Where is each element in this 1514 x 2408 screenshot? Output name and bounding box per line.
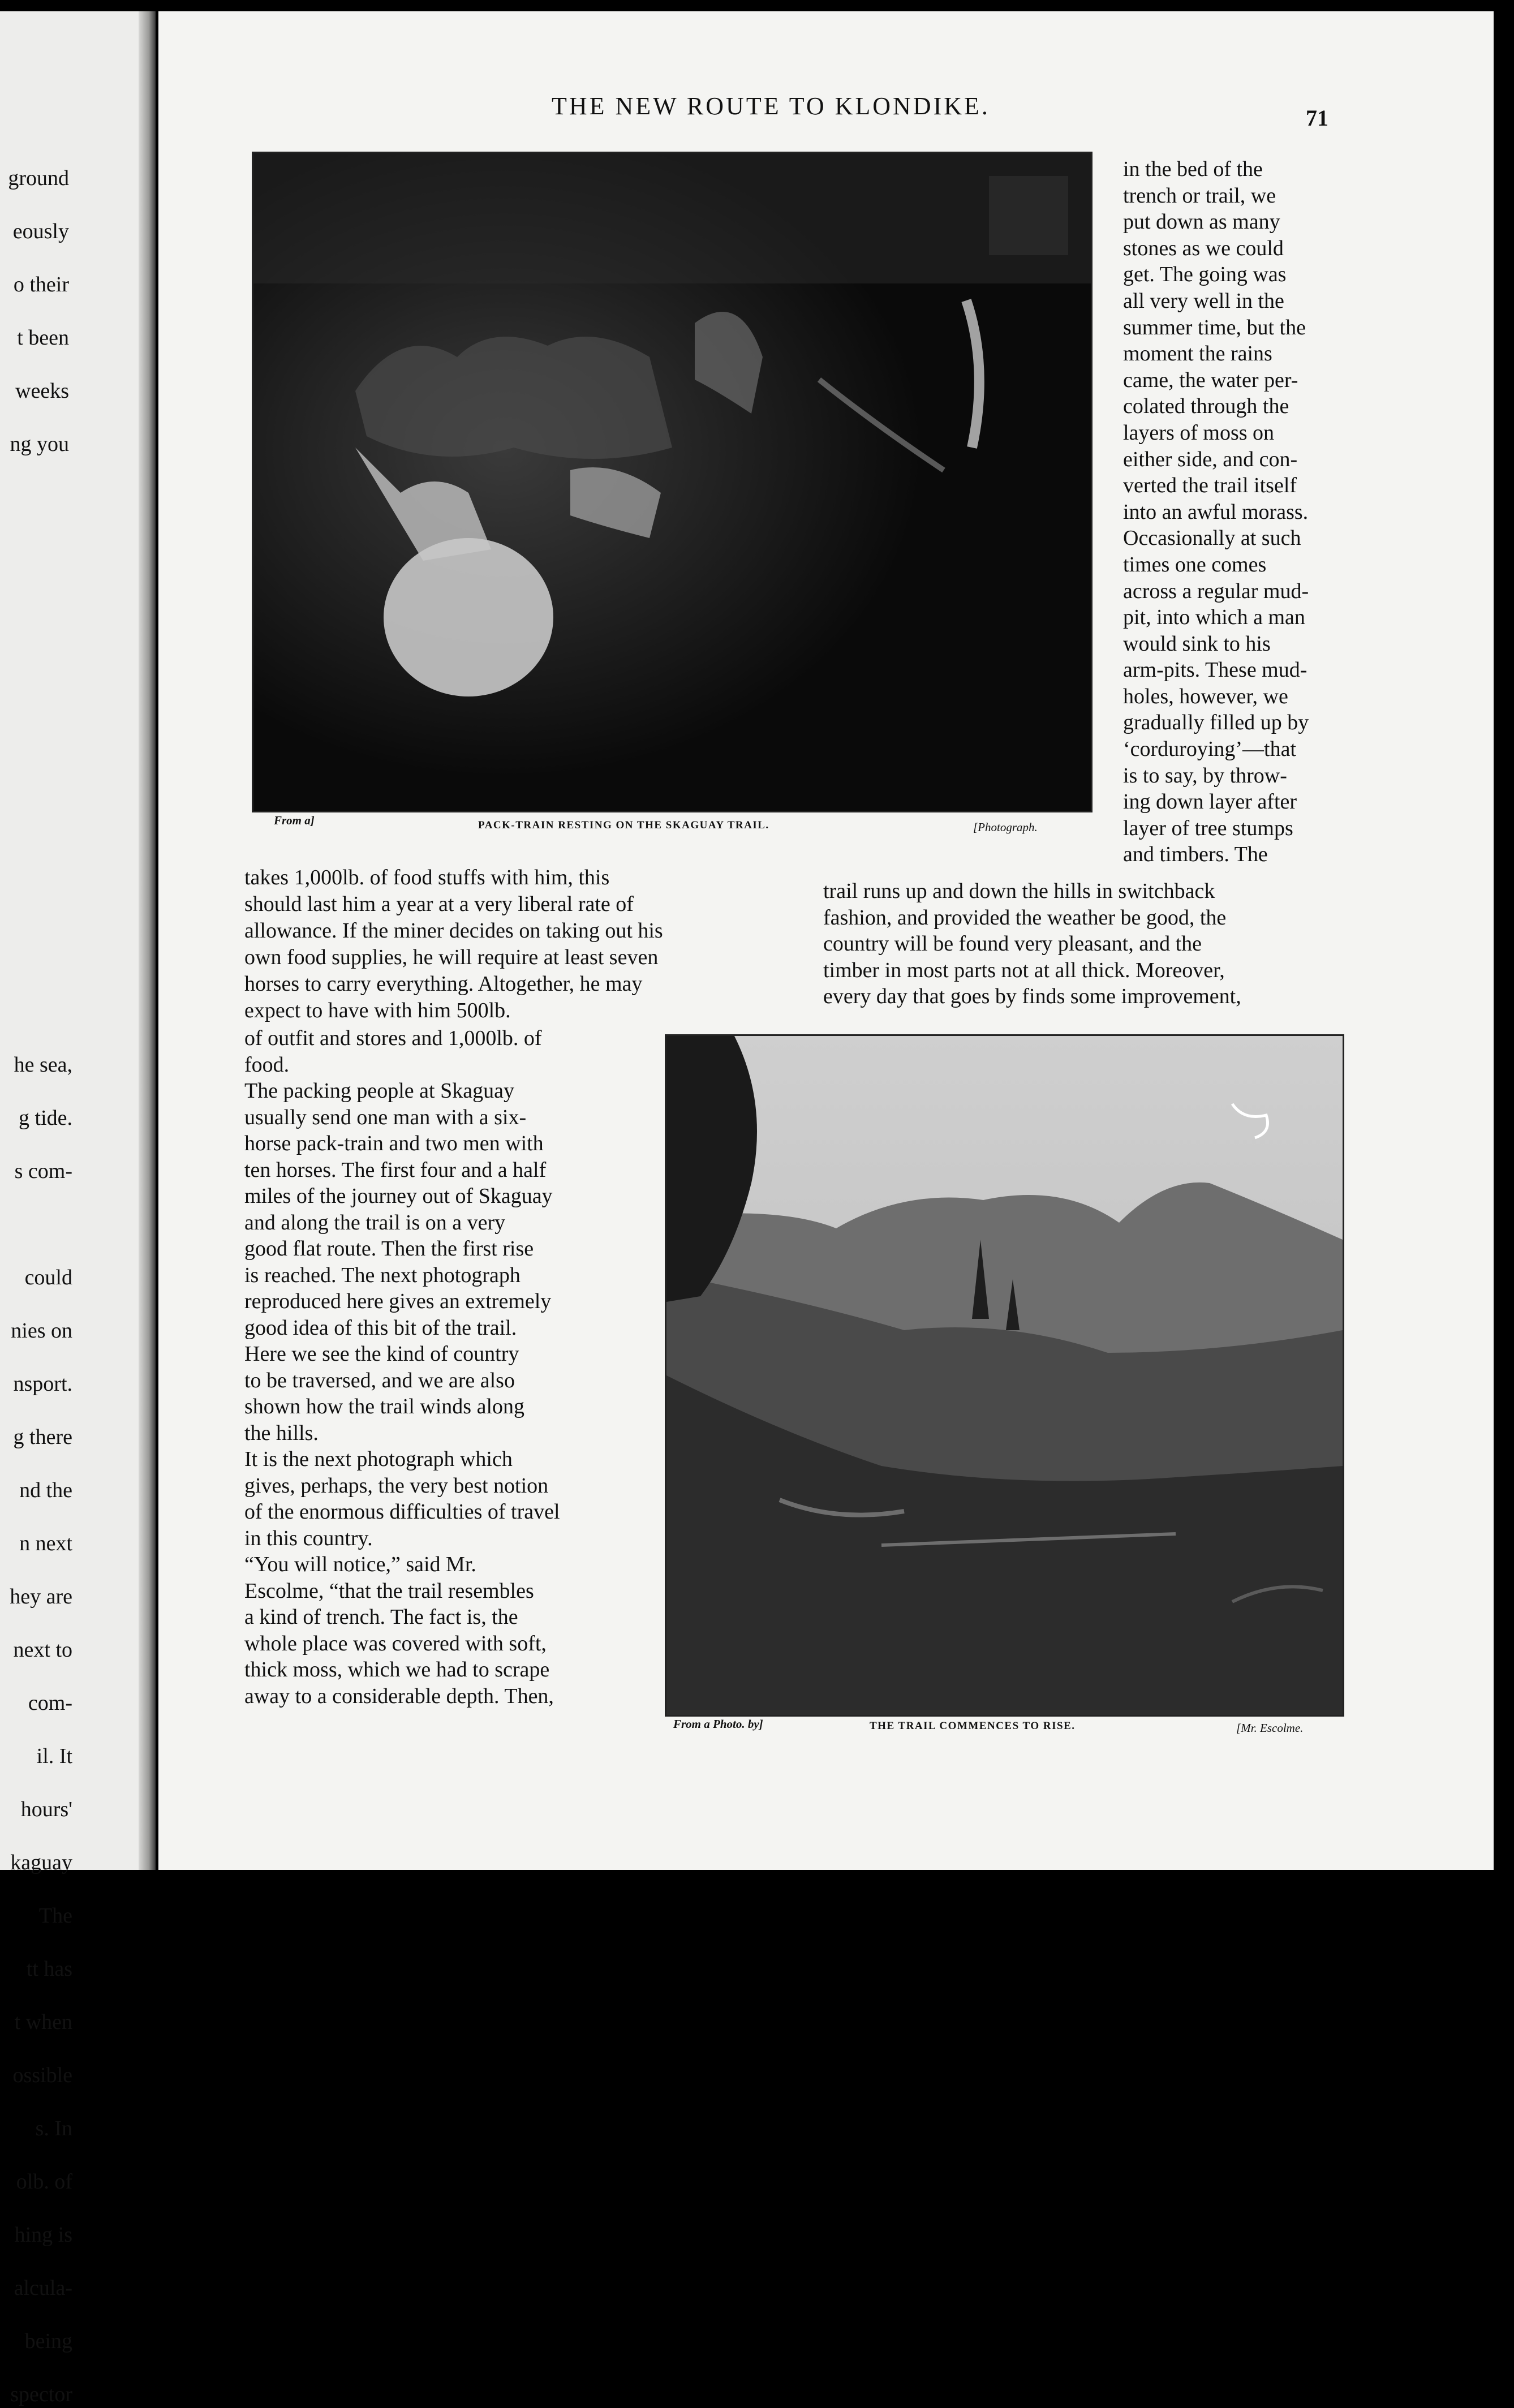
figure-2-credit-right: [Mr. Escolme. — [1236, 1721, 1304, 1735]
left-page-fragment-bottom: he sea, g tide. s com- could nies on nsport. g there nd the n next hey are next to com- il. It hours' kaguay The tt has t when ossible s. In olb. of hing is alcula- being spector — [10, 1053, 72, 2406]
figure-2-caption: THE TRAIL COMMENCES TO RISE. — [870, 1720, 1076, 1732]
trail-rise-photo — [665, 1034, 1344, 1717]
page-number: 71 — [1306, 105, 1328, 131]
right-continuation-text: trail runs up and down the hills in switchback fashion, and provided the weather be good, the country will be found very pleasant, and the timber in most parts not at all thick. Moreover, every day that goes by finds some improvement, — [823, 879, 1241, 1009]
running-title: THE NEW ROUTE TO KLONDIKE. — [552, 92, 990, 120]
left-page-fragment-top: ground eously o their t been weeks ng you — [8, 166, 69, 456]
left-column-text-lower: of outfit and stores and 1,000lb. of food. The packing people at Skaguay usually send one man with a six- horse pack-train and two men with ten horses. The first four and a half miles of the journey out of Skaguay and along the trail is on a very good flat route. Then the first rise is reached. The next photograph reproduced here gives an extremely good idea of this bit of the trail. Here we see the kind of country to be traversed, and we are also shown how the trail winds along the hills. It is the next photograph which gives, perhaps, the very best notion of the enormous difficulties of travel in this country. “You will notice,” said Mr. Escolme, “that the trail resembles a kind of trench. The fact is, the whole place was covered with soft, thick moss, which we had to scrape away to a considerable depth. Then, — [244, 1026, 560, 1708]
figure-1-caption: PACK-TRAIN RESTING ON THE SKAGUAY TRAIL. — [478, 819, 769, 831]
figure-1-credit-right: [Photograph. — [973, 820, 1038, 834]
gutter-shadow — [139, 11, 156, 1870]
pack-train-photo — [252, 152, 1093, 812]
left-column-text-upper: takes 1,000lb. of food stuffs with him, this should last him a year at a very liberal rate of allowance. If the miner decides on taking out his own food supplies, he will require at least seven horses to carry everything. Altogether, he may expect to have with him 500lb. — [244, 866, 663, 1022]
right-column-text: in the bed of the trench or trail, we put down as many stones as we could get. The going was all very well in the summer time, but the moment the rains came, the water per- colated through the layers of moss on either side, and con- verted the trail itself into an awful morass. Occasionally at such times one comes across a regular mud- pit, into which a man would sink to his arm-pits. These mud- holes, however, we gradually filled up by ‘corduroying’—that is to say, by throw- ing down layer after layer of tree stumps and timbers. The — [1123, 157, 1309, 867]
figure-2-credit-left: From a Photo. by] — [673, 1717, 763, 1731]
figure-1-credit-left: From a] — [274, 814, 315, 827]
